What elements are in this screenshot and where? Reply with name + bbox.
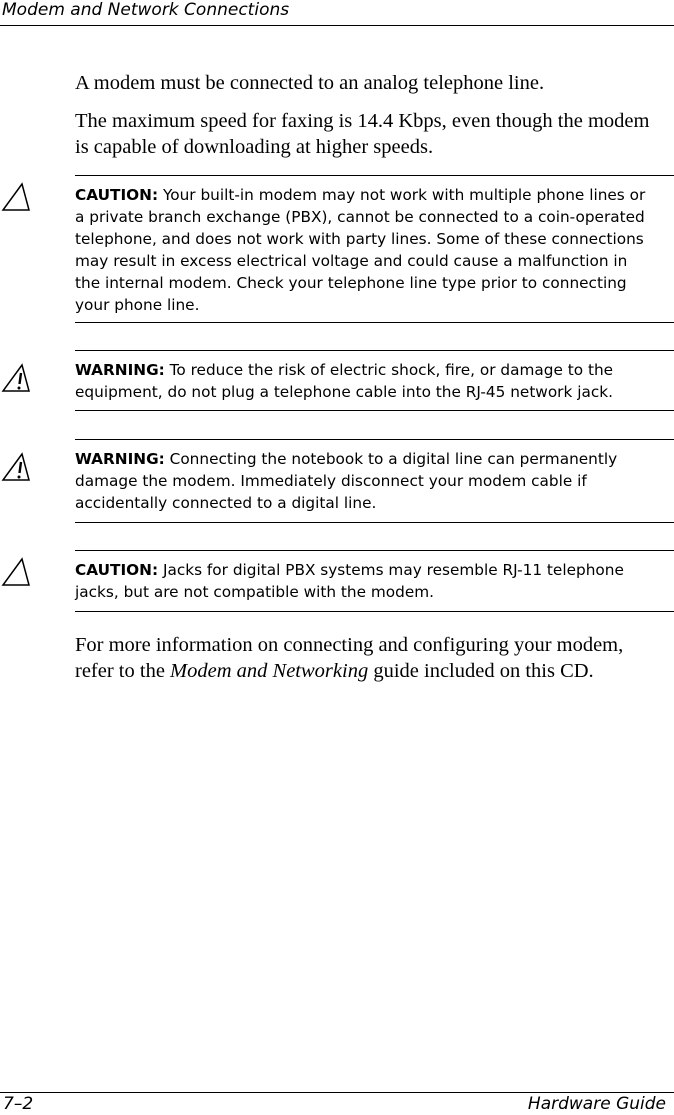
notice-text bbox=[75, 559, 653, 603]
notice-top-rule bbox=[75, 350, 674, 351]
notice-top-rule bbox=[75, 439, 674, 440]
warning-exclamation-icon bbox=[0, 363, 30, 393]
header-title: Modem and Network Connections bbox=[2, 0, 290, 20]
more-info-text-end: guide included on this CD. bbox=[368, 660, 594, 682]
notice-body: To reduce the risk of electric shock, fire, or damage to the equipment, do not plug a telephone cable into the RJ-45 network jack. bbox=[75, 361, 614, 401]
notice-bottom-rule bbox=[75, 322, 674, 323]
guide-title: Hardware Guide bbox=[527, 1094, 666, 1114]
analog-line-paragraph: A modem must be connected to an analog telephone line. bbox=[75, 72, 545, 94]
running-header bbox=[0, 0, 674, 26]
notice-text bbox=[75, 359, 653, 403]
caution-triangle-icon bbox=[0, 557, 30, 587]
notice-text bbox=[75, 184, 653, 316]
more-information-paragraph bbox=[75, 632, 655, 684]
notice-bottom-rule bbox=[75, 522, 674, 523]
notice-bottom-rule bbox=[75, 410, 674, 411]
notice-body: Connecting the notebook to a digital line can permanently damage the modem. Immediately disconnect your modem cable if accidentally connected to a digital line. bbox=[75, 450, 618, 512]
notice-label: CAUTION: bbox=[75, 186, 159, 204]
page-number: 7–2 bbox=[3, 1094, 34, 1114]
more-info-text: For more information on connecting and configuring your modem, refer to the bbox=[75, 634, 624, 682]
notice-body: Jacks for digital PBX systems may resemble RJ-11 telephone jacks, but are not compatible with the modem. bbox=[75, 561, 624, 601]
caution-triangle-icon bbox=[0, 182, 30, 212]
warning-exclamation-icon bbox=[0, 452, 30, 482]
notice-top-rule bbox=[75, 550, 674, 551]
notice-body: Your built-in modem may not work with multiple phone lines or a private branch exchange (PBX), cannot be connected to a coin-operated telephone, and does not work with party lines. Some of these connections may result in excess electrical voltage and could cause a malfunction in the internal modem. Check your telephone line type prior to connecting your phone line. bbox=[75, 186, 646, 314]
notice-label: WARNING: bbox=[75, 450, 165, 468]
guide-title-reference: Modem and Networking bbox=[170, 660, 369, 682]
running-footer bbox=[0, 1092, 674, 1113]
fax-speed-paragraph: The maximum speed for faxing is 14.4 Kbps, even though the modem is capable of downloading at higher speeds. bbox=[75, 110, 650, 158]
notice-label: CAUTION: bbox=[75, 561, 159, 579]
notice-text bbox=[75, 448, 653, 514]
notice-label: WARNING: bbox=[75, 361, 165, 379]
notice-top-rule bbox=[75, 175, 674, 176]
notice-bottom-rule bbox=[75, 611, 674, 612]
